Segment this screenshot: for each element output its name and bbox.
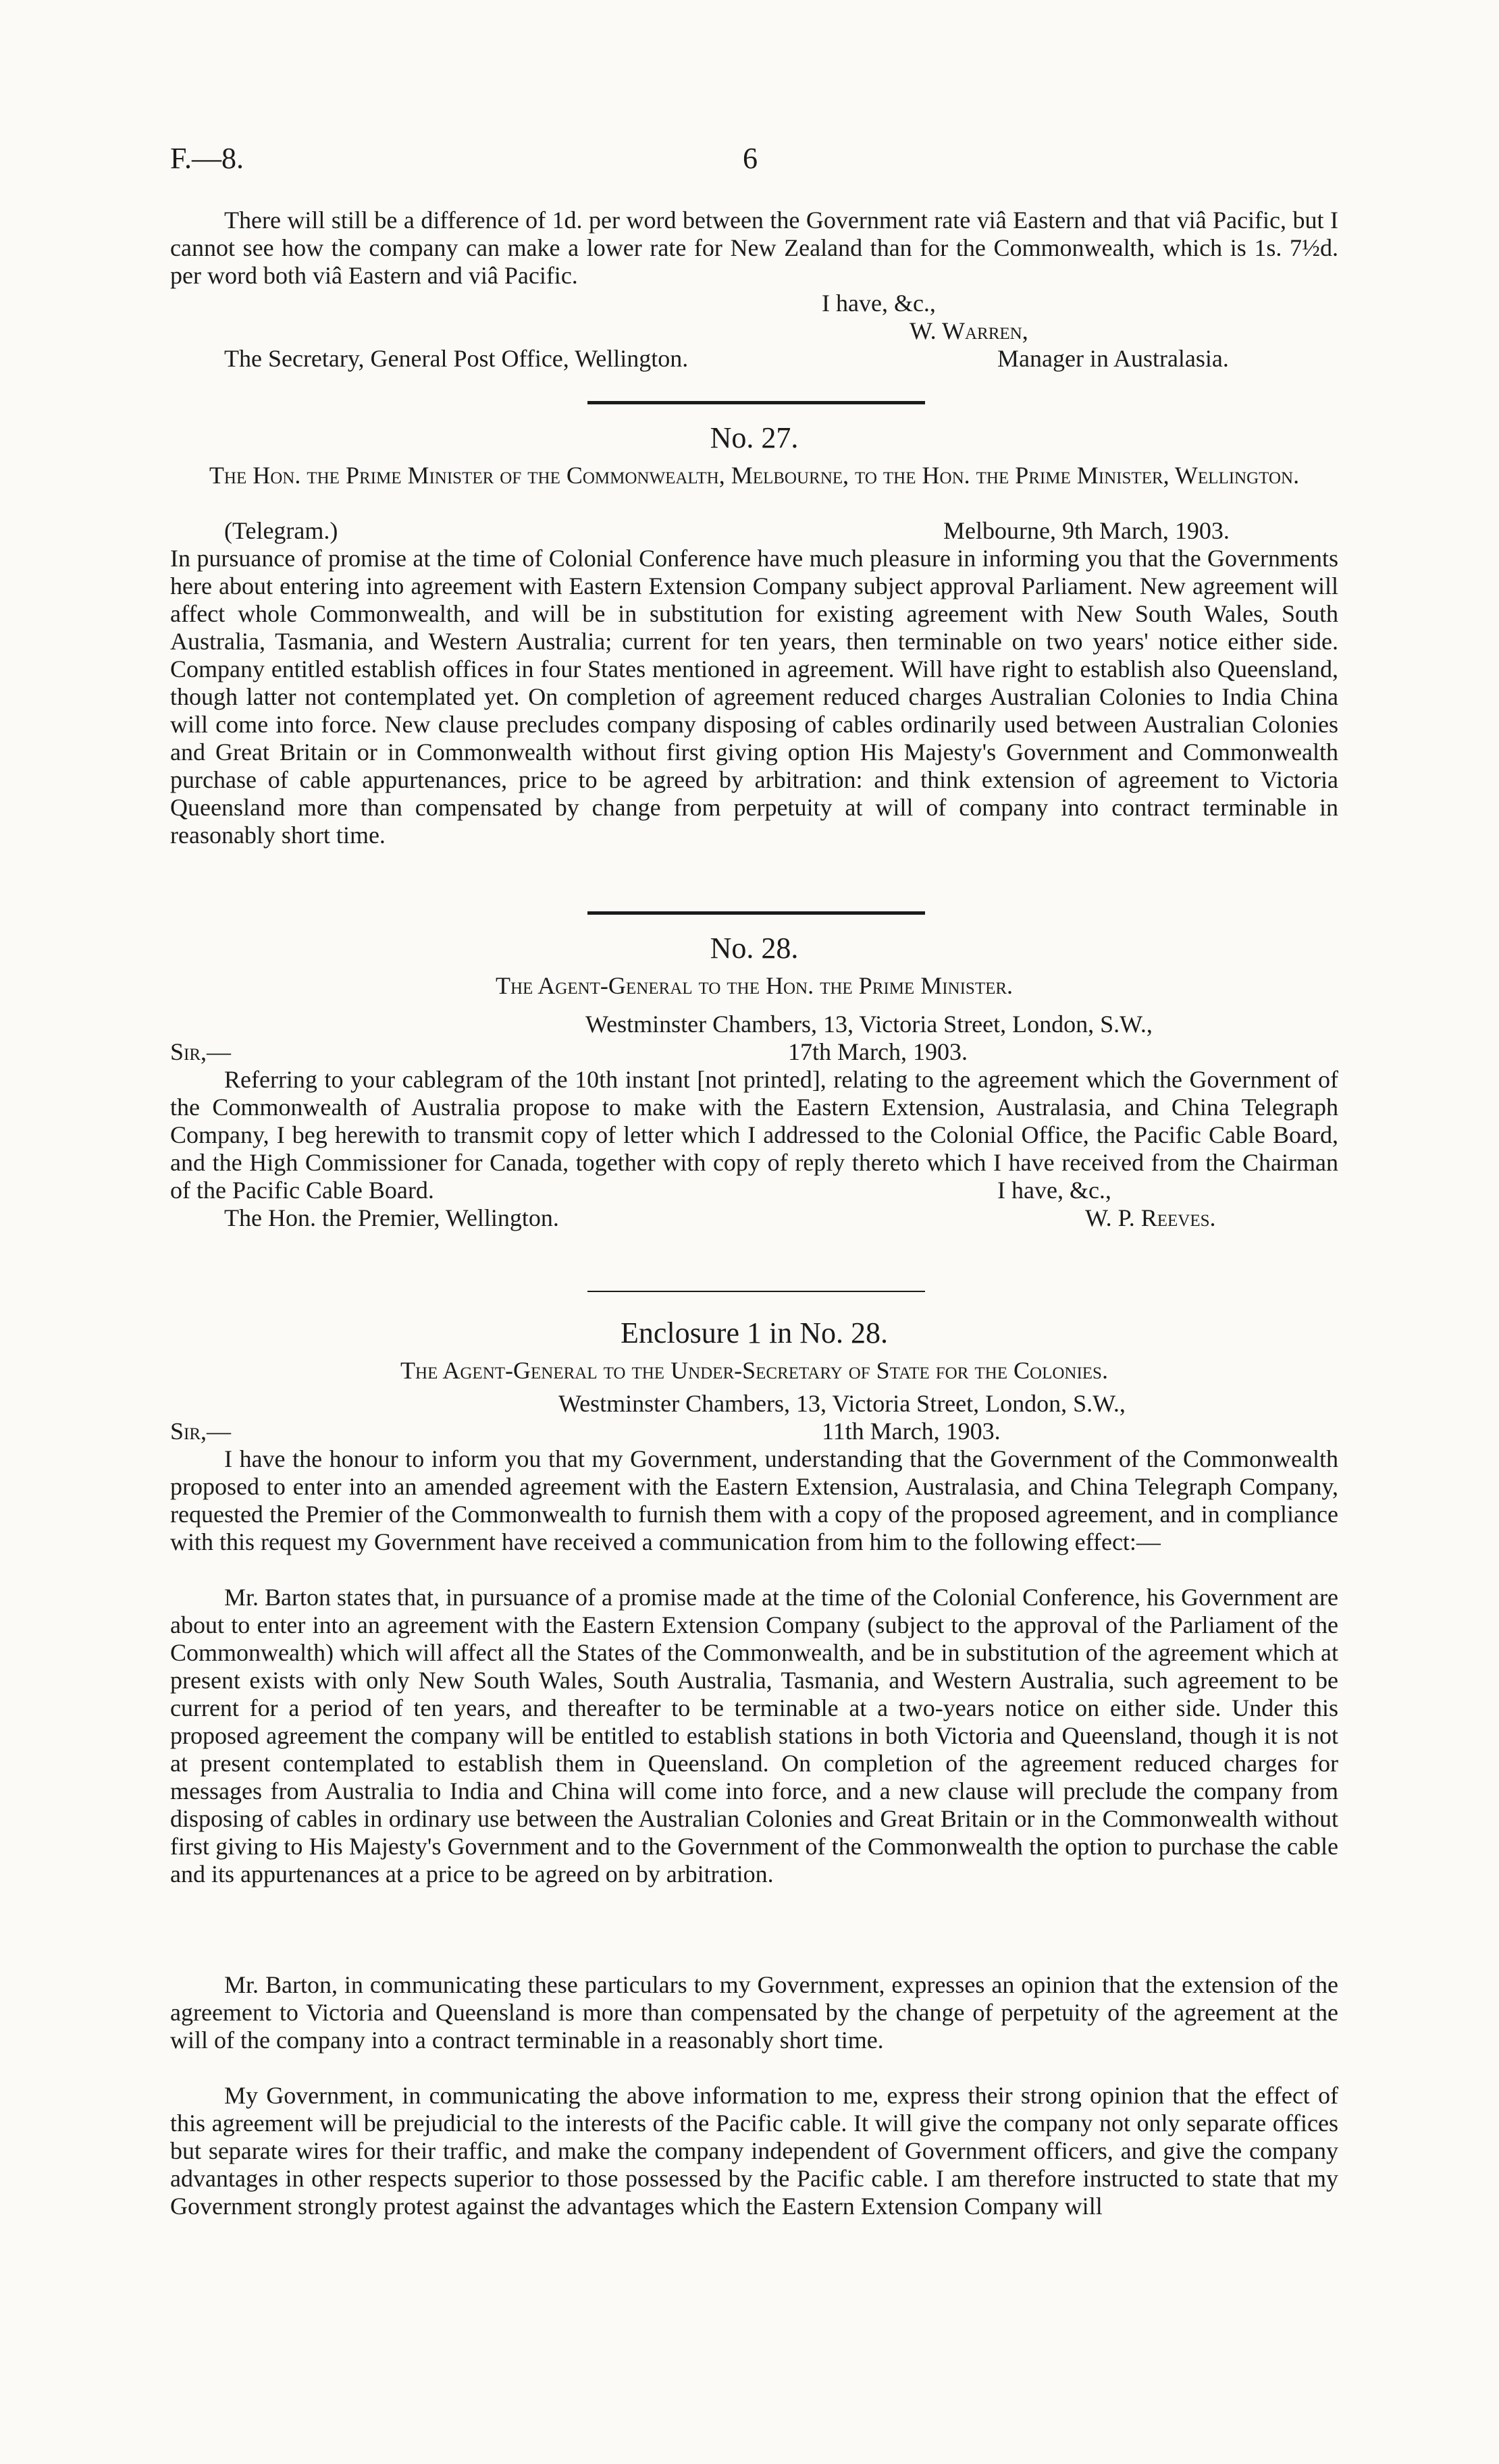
enclosure1-salutation: Sir,— bbox=[170, 1418, 232, 1445]
enclosure1-date: 11th March, 1903. bbox=[822, 1418, 1001, 1445]
letter-warren bbox=[170, 207, 1338, 373]
no27-heading: No. 27. bbox=[710, 421, 799, 454]
warren-paragraph: There will still be a difference of 1d. per word between the Government rate viâ Eastern and that viâ Pacific, but I cannot see how the company can make a lower rate for New Zealand than for the Commonwealth, which is 1s. 7½d. per word both viâ Eastern and viâ Pacific. bbox=[170, 207, 1338, 289]
enclosure1-paragraph: My Government, in communicating the above information to me, express their strong opinion that the effect of this agreement will be prejudicial to the interests of the Pacific cable. It will give the company not only separate offices but separate wires for their traffic, and make the company independent of Government officers, and give the company advantages in other respects superior to those possessed by the Pacific cable. I am therefore instructed to state that my Government strongly protest against the advantages which the Eastern Extension Company will bbox=[170, 2082, 1338, 2220]
warren-title: Manager in Australasia. bbox=[997, 345, 1229, 372]
no28-body: Referring to your cablegram of the 10th instant [not printed], relating to the agreement which the Government of the Commonwealth of Australia propose to make with the Eastern Extension, Australasia, and China Telegraph Company, I beg herewith to transmit copy of letter which I addressed to the Colonial Office, the Pacific Cable Board, and the High Commissioner for Canada, together with copy of reply thereto which I have received from the Chairman of the Pacific Cable Board. bbox=[170, 1066, 1338, 1204]
section-rule bbox=[587, 401, 925, 404]
section-rule bbox=[587, 911, 925, 915]
enclosure1-paragraph: Mr. Barton states that, in pursuance of a promise made at the time of the Colonial Conference, his Government are about to enter into an agreement with the Eastern Extension Company (subject to the approval of the Parliament of the Commonwealth) which will affect all the States of the Commonwealth, and be in substitution of the agreement which at present exists with only New South Wales, South Australia, Tasmania, and Western Australia, such agreement to be current for a period of ten years, and thereafter to be terminable at a two-years notice on either side. Under this proposed agreement the company will be entitled to establish stations in both Victoria and Queensland, though it is not at present contemplated to establish them in Queensland. On completion of the agreement reduced charges for messages from Australia to India and China will come into force, and a new clause will preclude the company from disposing of cables in ordinary use between the Australian Colonies and Great Britain or in the Commonwealth without first giving to His Majesty's Government and to the Government of the Commonwealth the option to purchase the cable and its appurtenances at a price to be agreed on by arbitration. bbox=[170, 1584, 1338, 1887]
section-enclosure1 bbox=[170, 1316, 1338, 2248]
warren-closing: I have, &c., bbox=[822, 290, 936, 317]
enclosure1-heading: Enclosure 1 in No. 28. bbox=[621, 1316, 888, 1349]
enclosure1-address: Westminster Chambers, 13, Victoria Street, London, S.W., bbox=[558, 1390, 1126, 1417]
no27-type: (Telegram.) bbox=[224, 517, 338, 544]
document-reference: F.—8. bbox=[170, 142, 244, 175]
section-no27 bbox=[170, 421, 1338, 877]
no28-address: Westminster Chambers, 13, Victoria Street, London, S.W., bbox=[585, 1011, 1153, 1038]
enclosure1-subheading: The Agent-General to the Under-Secretary of State for the Colonies. bbox=[400, 1357, 1108, 1384]
section-rule-thin bbox=[587, 1291, 925, 1292]
no28-signature: W. P. Reeves. bbox=[1085, 1204, 1216, 1231]
no28-salutation: Sir,— bbox=[170, 1038, 232, 1065]
no27-subheading: The Hon. the Prime Minister of the Commonwealth, Melbourne, to the Hon. the Prime Minister, Wellington. bbox=[209, 462, 1300, 489]
no28-date: 17th March, 1903. bbox=[788, 1038, 968, 1065]
warren-signature: W. Warren, bbox=[910, 317, 1028, 344]
no28-closing: I have, &c., bbox=[997, 1177, 1111, 1204]
no27-place-date: Melbourne, 9th March, 1903. bbox=[943, 517, 1230, 544]
no28-addressee: The Hon. the Premier, Wellington. bbox=[224, 1204, 559, 1231]
enclosure1-paragraph: Mr. Barton, in communicating these particulars to my Government, expresses an opinion that the extension of the agreement to Victoria and Queensland is more than compensated by the change of perpetuity of the agreement at the will of the company into a contract terminable in a reasonably short time. bbox=[170, 1971, 1338, 2054]
section-no28 bbox=[170, 932, 1338, 1232]
no28-subheading: The Agent-General to the Hon. the Prime Minister. bbox=[495, 972, 1014, 999]
no28-heading: No. 28. bbox=[710, 932, 799, 965]
enclosure1-paragraph: I have the honour to inform you that my Government, understanding that the Government of the Commonwealth proposed to enter into an amended agreement with the Eastern Extension, Australasia, and China Telegraph Company, requested the Premier of the Commonwealth to furnish them with a copy of the proposed agreement, and in compliance with this request my Government have received a communication from him to the following effect:— bbox=[170, 1445, 1338, 1555]
warren-addressee: The Secretary, General Post Office, Wellington. bbox=[224, 345, 689, 372]
no27-body: In pursuance of promise at the time of Colonial Conference have much pleasure in informing you that the Governments here about entering into agreement with Eastern Extension Company subject approval Parliament. New agreement will affect whole Commonwealth, and will be in substitution for existing agreement with New South Wales, South Australia, Tasmania, and Western Australia; current for ten years, then terminable on two years' notice either side. Company entitled establish offices in four States mentioned in agreement. Will have right to establish also Queensland, though latter not contemplated yet. On completion of agreement reduced charges Australian Colonies to India China will come into force. New clause precludes company disposing of cables ordinarily used between Australian Colonies and Great Britain or in Commonwealth without first giving option His Majesty's Government and Commonwealth purchase of cable appurtenances, price to be agreed by arbitration: and think extension of agreement to Victoria Queensland more than compensated by change from perpetuity at will of company into contract terminable in reasonably short time. bbox=[170, 545, 1338, 849]
page-number: 6 bbox=[743, 142, 758, 175]
